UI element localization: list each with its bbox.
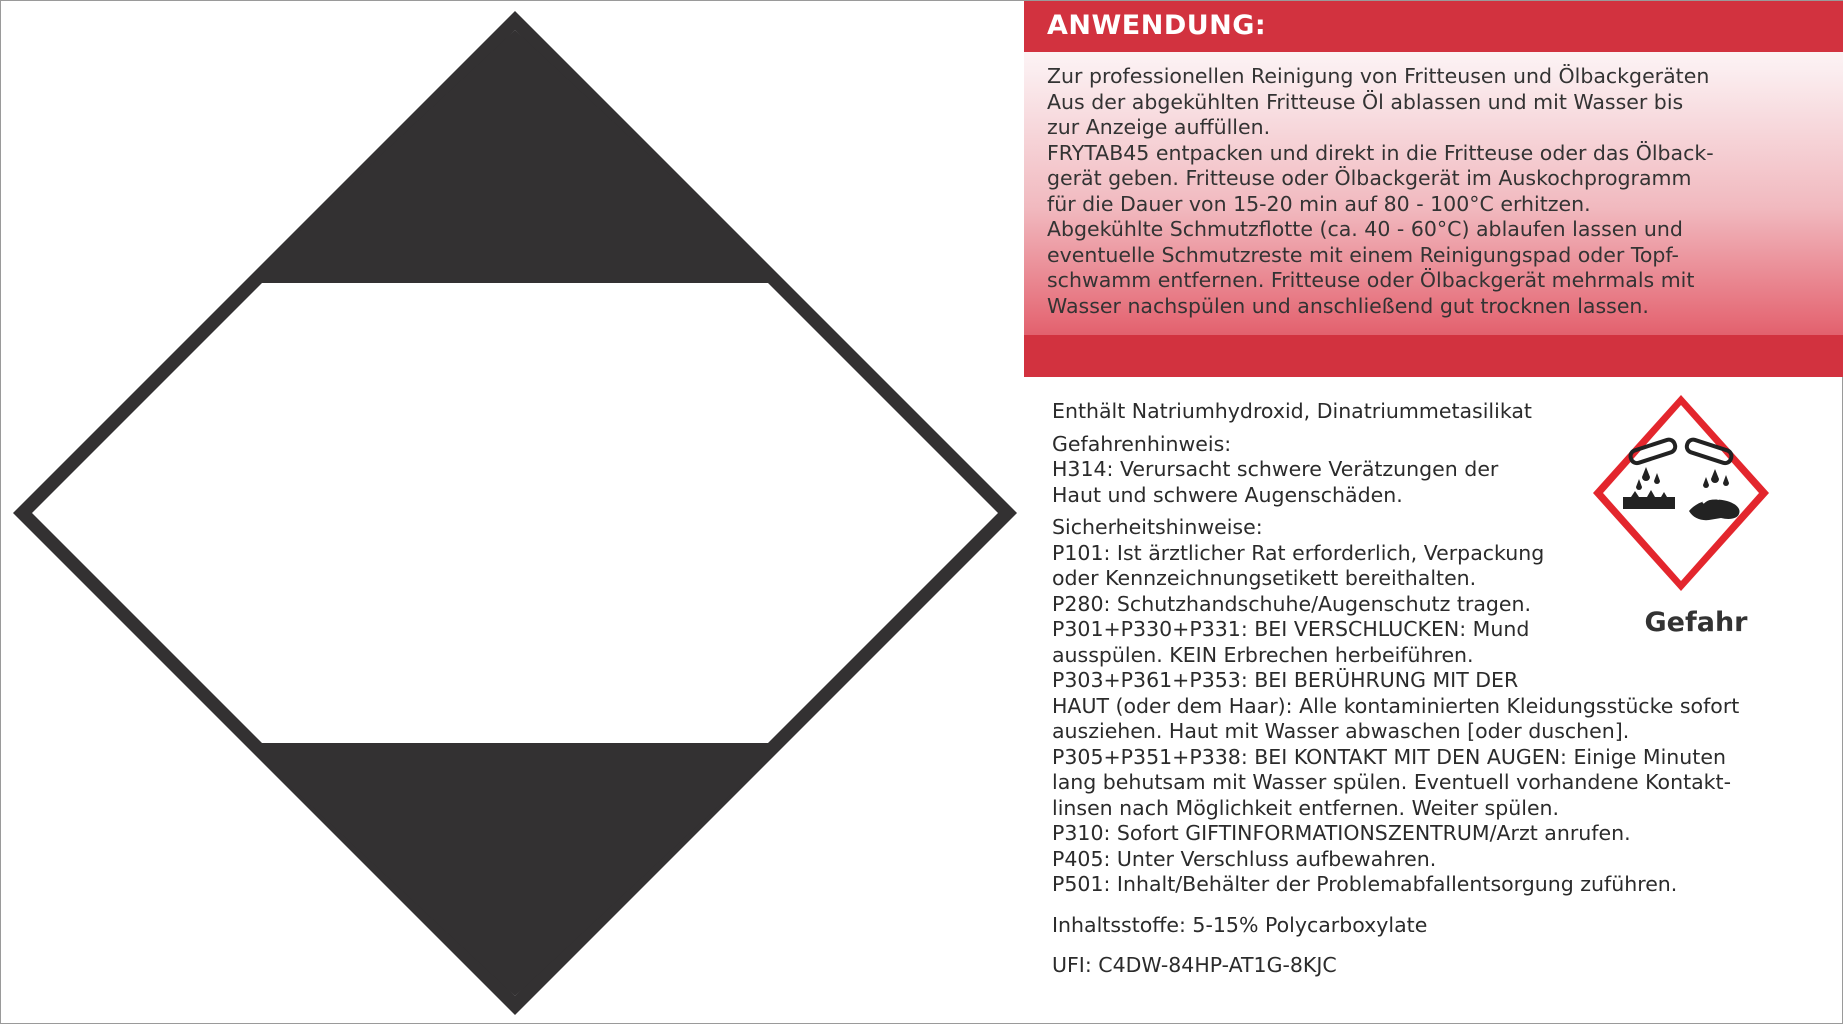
usage-line: Abgekühlte Schmutzflotte (ca. 40 - 60°C) ablaufen lassen und: [1047, 217, 1683, 241]
precaution-line: P303+P361+P353: BEI BERÜHRUNG MIT DER: [1052, 668, 1519, 692]
precaution-line: P280: Schutzhandschuhe/Augenschutz tragen.: [1052, 591, 1532, 616]
precaution-line: P101: Ist ärztlicher Rat erforderlich, Verpackung: [1052, 540, 1545, 565]
hazard-heading: Gefahrenhinweis:: [1052, 431, 1232, 456]
usage-line: FRYTAB45 entpacken und direkt in die Fritteuse oder das Ölback-: [1047, 140, 1714, 165]
signal-word: Gefahr: [1644, 607, 1748, 638]
ufi-code: UFI: C4DW-84HP-AT1G-8KJC: [1052, 953, 1337, 977]
precaution-line: ausspülen. KEIN Erbrechen herbeiführen.: [1052, 642, 1474, 667]
precaution-heading: Sicherheitshinweise:: [1052, 515, 1263, 539]
ingredients-statement: Inhaltsstoffe: 5-15% Polycarboxylate: [1052, 912, 1428, 937]
ghs05-corrosion-icon: [1591, 393, 1771, 593]
precaution-line: P301+P330+P331: BEI VERSCHLUCKEN: Mund: [1052, 617, 1530, 641]
precaution-line: P501: Inhalt/Behälter der Problemabfallentsorgung zuführen.: [1052, 872, 1678, 896]
usage-instructions: [1047, 64, 1837, 319]
usage-line: zur Anzeige auffüllen.: [1047, 115, 1271, 139]
hazard-line: Haut und schwere Augenschäden.: [1052, 482, 1403, 507]
usage-line: gerät geben. Fritteuse oder Ölbackgerät im Auskochprogramm: [1047, 166, 1692, 190]
usage-line: Aus der abgekühlten Fritteuse Öl ablassen und mit Wasser bis: [1047, 89, 1684, 114]
precaution-line: linsen nach Möglichkeit entfernen. Weiter spülen.: [1052, 795, 1560, 820]
usage-line: eventuelle Schmutzreste mit einem Reinigungspad oder Topf-: [1047, 242, 1679, 267]
precaution-line: HAUT (oder dem Haar): Alle kontaminierten Kleidungsstücke sofort: [1052, 693, 1740, 718]
precaution-line: P305+P351+P338: BEI KONTAKT MIT DEN AUGEN: Einige Minuten: [1052, 744, 1726, 769]
usage-footer-bar: [1024, 335, 1843, 377]
precaution-line: oder Kennzeichnungsetikett bereithalten.: [1052, 566, 1477, 590]
precaution-line: lang behutsam mit Wasser spülen. Eventuell vorhandene Kontakt-: [1052, 770, 1731, 794]
precaution-line: P310: Sofort GIFTINFORMATIONSZENTRUM/Arzt anrufen.: [1052, 821, 1631, 845]
contains-statement: Enthält Natriumhydroxid, Dinatriummetasilikat: [1052, 399, 1532, 423]
usage-panel: [1024, 1, 1843, 377]
usage-line: Wasser nachspülen und anschließend gut trocknen lassen.: [1047, 293, 1649, 318]
usage-line: für die Dauer von 15-20 min auf 80 - 100°C erhitzen.: [1047, 191, 1591, 216]
precaution-line: P405: Unter Verschluss aufbewahren.: [1052, 846, 1437, 871]
usage-line: Zur professionellen Reinigung von Fritteusen und Ölbackgeräten: [1047, 64, 1710, 88]
usage-line: schwamm entfernen. Fritteuse oder Ölbackgerät mehrmals mit: [1047, 268, 1695, 292]
usage-title: ANWENDUNG:: [1047, 10, 1267, 41]
usage-header: [1024, 1, 1843, 52]
limited-quantity-diamond-icon: [13, 11, 1017, 1015]
precaution-line: ausziehen. Haut mit Wasser abwaschen [oder duschen].: [1052, 719, 1630, 743]
hazard-line: H314: Verursacht schwere Verätzungen der: [1052, 457, 1499, 481]
